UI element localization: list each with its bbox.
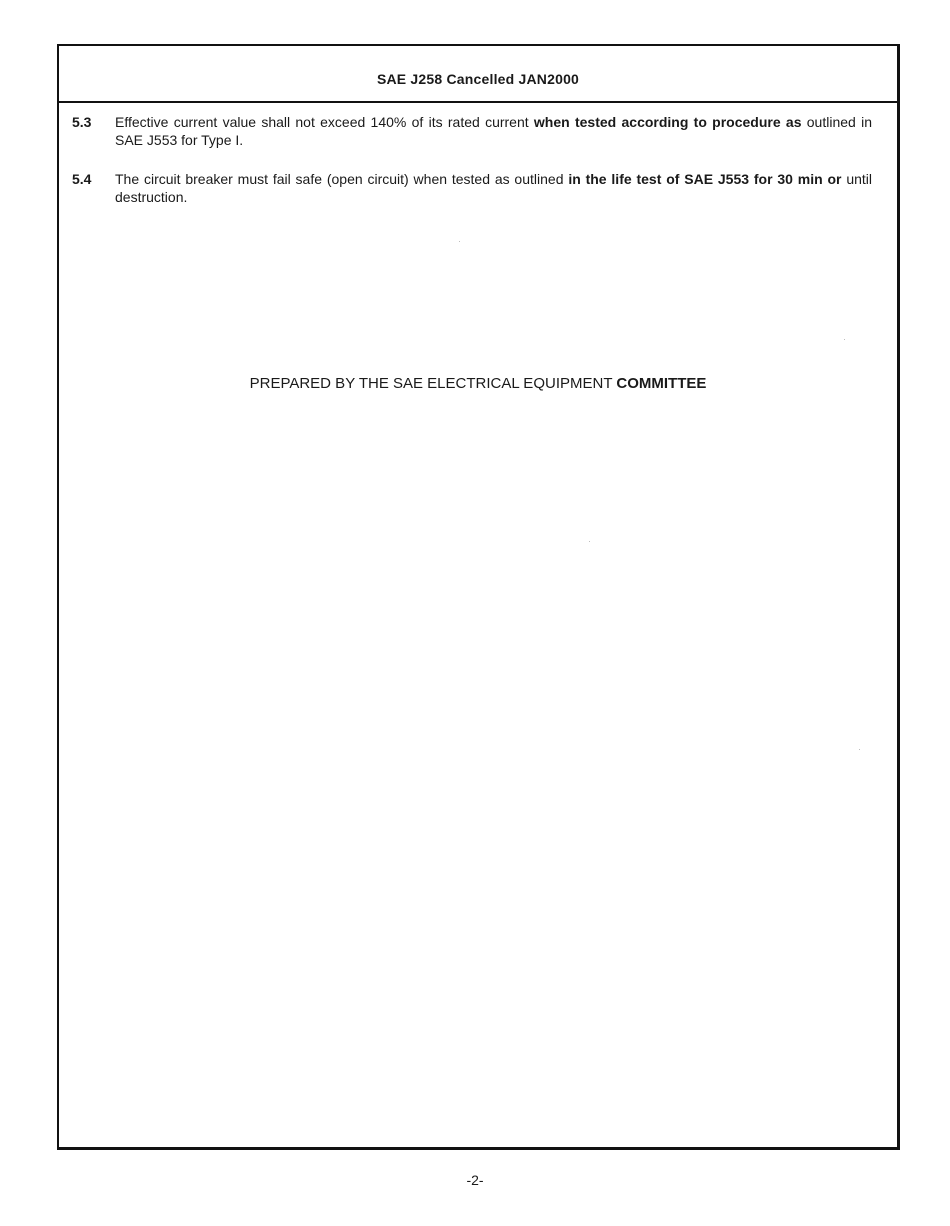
prepared-by-bold: COMMITTEE <box>616 375 707 392</box>
scan-speck <box>459 241 460 242</box>
prepared-by-plain: PREPARED BY THE SAE ELECTRICAL EQUIPMENT <box>249 375 617 392</box>
scan-speck <box>589 541 590 542</box>
clause-text <box>115 113 872 149</box>
document-header <box>59 46 897 103</box>
clause-number: 5.3 <box>72 114 92 130</box>
page-number: -2- <box>466 1172 484 1188</box>
clause-text-plain: The circuit breaker must fail safe (open circuit) when tested as outlined <box>115 171 569 187</box>
document-title: SAE J258 Cancelled JAN2000 <box>376 71 580 87</box>
clause-text-tail: until destruction. <box>115 171 873 205</box>
clause-text <box>115 170 872 206</box>
clause-text-tail: outlined in SAE J553 for Type I. <box>115 114 872 148</box>
clause-text-bold: in the life test of SAE J553 for 30 min or <box>568 171 842 187</box>
scan-speck <box>859 749 860 750</box>
clause-5-4 <box>72 170 872 206</box>
clause-5-3 <box>72 113 872 149</box>
scan-speck <box>844 339 845 340</box>
prepared-by-line <box>59 375 897 392</box>
clause-text-bold: when tested according to procedure as <box>533 114 802 130</box>
clause-text-plain: Effective current value shall not exceed 140% of its rated current <box>115 114 534 130</box>
page-frame <box>57 44 900 1150</box>
clause-number: 5.4 <box>72 171 92 187</box>
